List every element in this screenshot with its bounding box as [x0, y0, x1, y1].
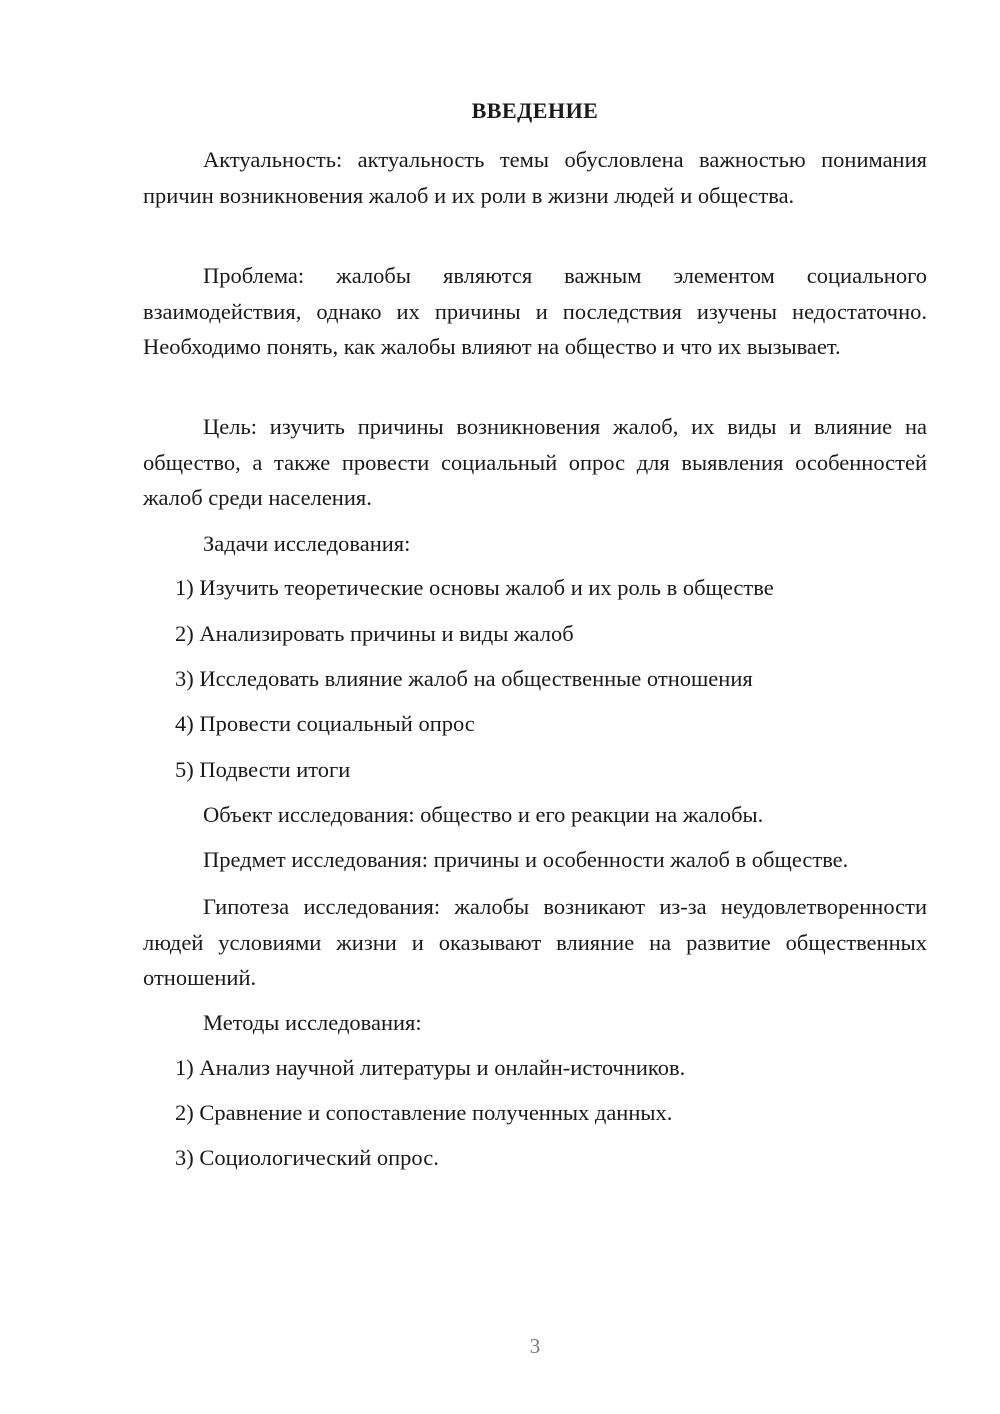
- task-item: 3) Исследовать влияние жалоб на общественные отношения: [175, 666, 753, 691]
- task-item: 4) Провести социальный опрос: [175, 711, 475, 736]
- problem-paragraph: Проблема: жалобы являются важным элементом социального взаимодействия, однако их причины и последствия изучены недостаточно. Необходимо понять, как жалобы влияют на общество и что их вызывает.: [143, 263, 927, 360]
- relevance-paragraph: Актуальность: актуальность темы обусловлена важностью понимания причин возникновения жалоб и их роли в жизни людей и общества.: [143, 147, 927, 208]
- task-item: 2) Анализировать причины и виды жалоб: [175, 621, 574, 646]
- method-item: 2) Сравнение и сопоставление полученных данных.: [175, 1100, 673, 1125]
- methods-heading: Методы исследования:: [203, 1010, 422, 1035]
- hypothesis-paragraph: Гипотеза исследования: жалобы возникают из-за неудовлетворенности людей условиями жизни и оказывают влияние на развитие общественных отношений.: [143, 894, 927, 991]
- tasks-heading: Задачи исследования:: [203, 531, 411, 556]
- method-item: 1) Анализ научной литературы и онлайн-источников.: [175, 1055, 686, 1080]
- subject-line: Предмет исследования: причины и особенности жалоб в обществе.: [203, 847, 849, 872]
- page-title: ВВЕДЕНИЕ: [471, 98, 599, 123]
- task-item: 1) Изучить теоретические основы жалоб и их роль в обществе: [175, 575, 774, 600]
- goal-paragraph: Цель: изучить причины возникновения жалоб, их виды и влияние на общество, а также провести социальный опрос для выявления особенностей жалоб среди населения.: [143, 414, 927, 511]
- object-line: Объект исследования: общество и его реакции на жалобы.: [203, 802, 764, 827]
- page-number: 3: [529, 1334, 541, 1358]
- method-item: 3) Социологический опрос.: [175, 1145, 439, 1170]
- task-item: 5) Подвести итоги: [175, 757, 351, 782]
